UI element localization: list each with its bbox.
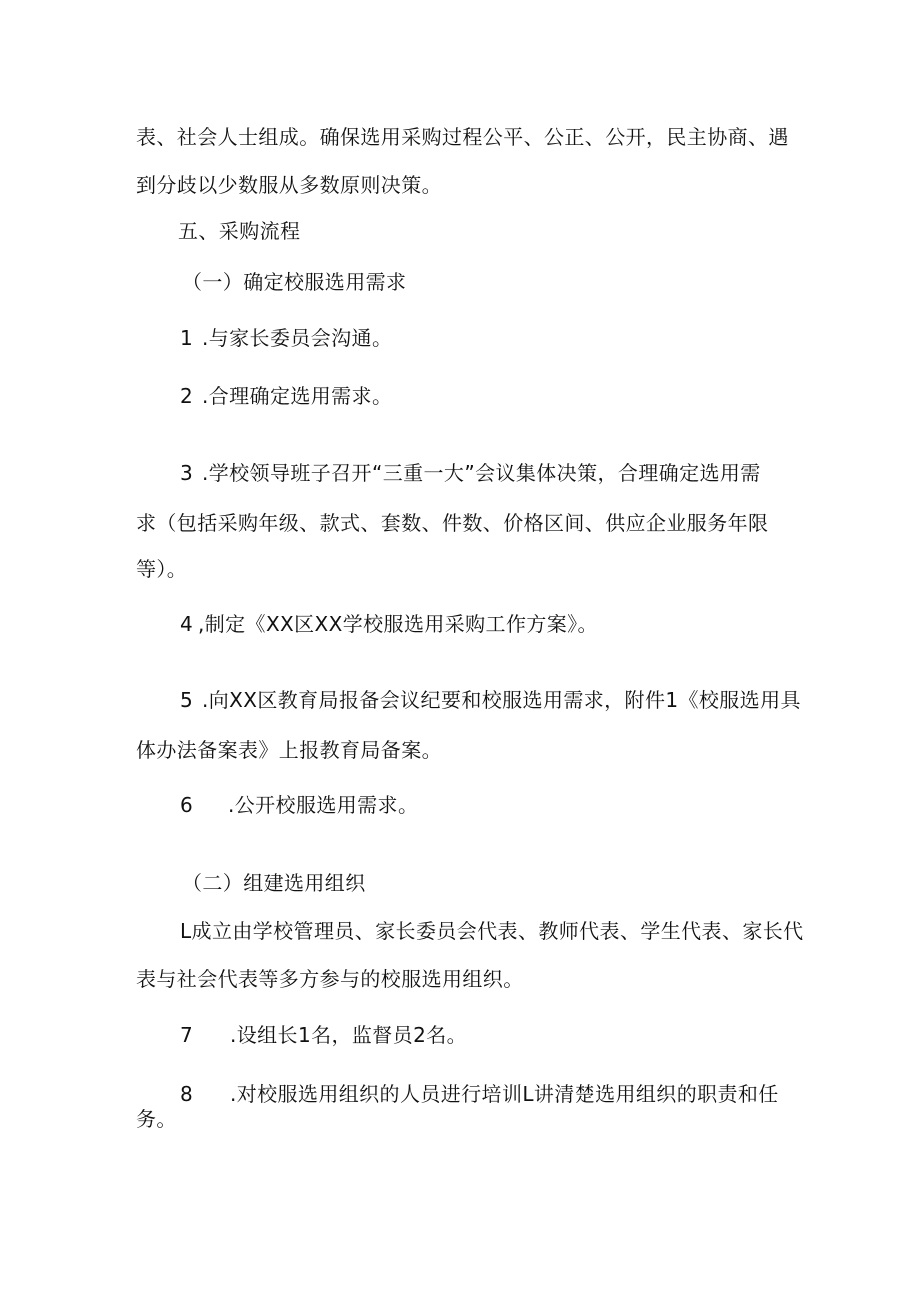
subsection-heading-1: （一）确定校服选用需求 [182,270,407,294]
list-item-3 [180,461,761,485]
list-item-text: ,制定《XX区XX学校服选用采购工作方案》。 [198,612,598,636]
list-item-text: .设组长1名，监督员2名。 [230,1023,468,1047]
list-item-6 [180,793,418,817]
list-item-number: 7 [180,1023,194,1047]
list-item-number: 5 [180,688,194,712]
list-item-number: 2 [180,384,194,408]
list-item-8-line-2: 务。 [136,1107,177,1131]
list-item-3-line-2: 求（包括采购年级、款式、套数、件数、价格区间、供应企业服务年限 [136,511,769,535]
list-item-text: .与家长委员会沟通。 [202,326,393,350]
list-item-number: 1 [180,326,194,350]
list-item-5-line-2: 体办法备案表》上报教育局备案。 [136,738,442,762]
intro-line-2: 到分歧以少数服从多数原则决策。 [136,173,442,197]
intro-line-1: 表、社会人士组成。确保选用采购过程公平、公正、公开，民主协商、遇 [136,125,789,149]
subsection-heading-2: （二）组建选用组织 [182,871,366,895]
list-item-5 [180,688,801,712]
list-item-4 [180,612,598,636]
list-item-1 [180,326,392,350]
list-item-number: 4 [180,612,194,636]
list-item-text: .学校领导班子召开“三重一大”会议集体决策，合理确定选用需 [202,461,761,485]
list-item-2 [180,384,392,408]
list-item-3-line-3: 等）。 [136,557,188,581]
list-item-number: 8 [180,1082,194,1106]
list-item-number: 6 [180,793,194,817]
list-item-7 [180,1023,467,1047]
list-item-text: .合理确定选用需求。 [202,384,393,408]
list-item-text: .公开校服选用需求。 [228,793,419,817]
list-item-number: 3 [180,461,194,485]
list-item-8 [180,1082,779,1106]
list-item-L-line-2: 表与社会代表等多方参与的校服选用组织。 [136,967,524,991]
list-item-text: .对校服选用组织的人员进行培训L讲清楚选用组织的职责和任 [230,1082,779,1106]
list-item-text: .向XX区教育局报备会议纪要和校服选用需求，附件1《校服选用具 [202,688,801,712]
list-item-L: L成立由学校管理员、家长委员会代表、教师代表、学生代表、家长代 [180,919,804,943]
section-heading: 五、采购流程 [178,219,301,243]
